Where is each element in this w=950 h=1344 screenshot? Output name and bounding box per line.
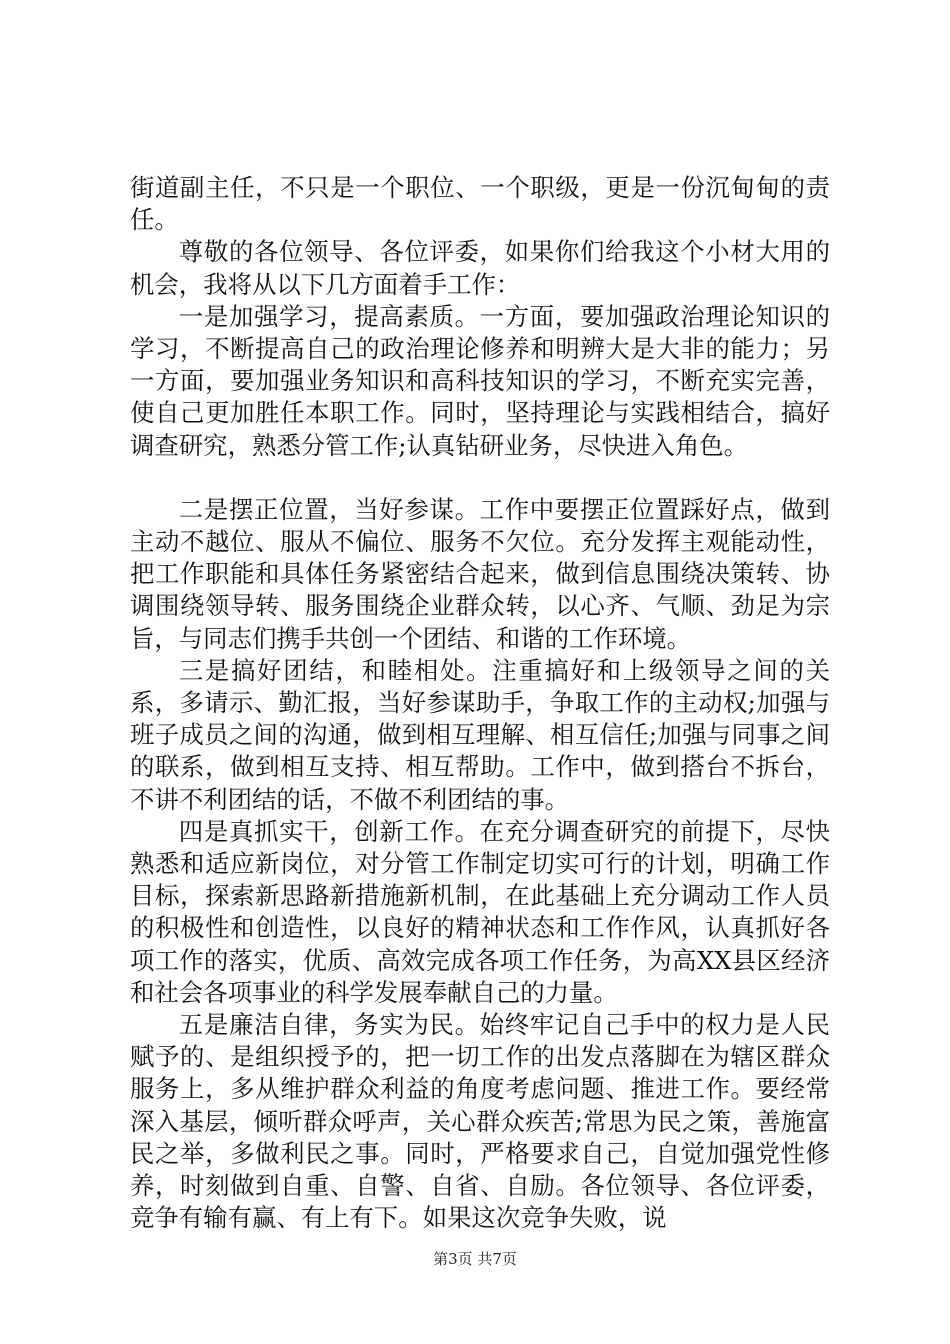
paragraph-greeting: 尊敬的各位领导、各位评委，如果你们给我这个小材大用的机会，我将从以下几方面着手工作： — [130, 237, 830, 299]
paragraph-point-4: 四是真抓实干，创新工作。在充分调查研究的前提下，尽快熟悉和适应新岗位，对分管工作制定切实可行的计划，明确工作目标，探索新思路新措施新机制，在此基础上充分调动工作人员的积极性和创造性，以良好的精神状态和工作作风，认真抓好各项工作的落实，优质、高效完成各项工作任务，为高XX县区经济和社会各项事业的科学发展奉献自己的力量。 — [130, 816, 830, 1007]
paragraph-point-1: 一是加强学习，提高素质。一方面，要加强政治理论知识的学习，不断提高自己的政治理论修养和明辨大是大非的能力；另一方面，要加强业务知识和高科技知识的学习，不断充实完善，使自己更加胜任本职工作。同时，坚持理论与实践相结合，搞好调查研究，熟悉分管工作;认真钻研业务，尽快进入角色。 — [130, 301, 830, 460]
document-body — [130, 172, 830, 1235]
paragraph-continuation: 街道副主任，不只是一个职位、一个职级，更是一份沉甸甸的责任。 — [130, 173, 830, 235]
page-number-footer: 第3页 共7页 — [433, 1250, 517, 1268]
paragraph-point-3: 三是搞好团结，和睦相处。注重搞好和上级领导之间的关系，多请示、勤汇报，当好参谋助手，争取工作的主动权;加强与班子成员之间的沟通，做到相互理解、相互信任;加强与同事之间的联系，做到相互支持、相互帮助。工作中，做到搭台不拆台，不讲不利团结的话，不做不利团结的事。 — [130, 655, 830, 814]
paragraph-point-2: 二是摆正位置，当好参谋。工作中要摆正位置踩好点，做到主动不越位、服从不偏位、服务不欠位。充分发挥主观能动性，把工作职能和具体任务紧密结合起来，做到信息围绕决策转、协调围绕领导转、服务围绕企业群众转，以心齐、气顺、劲足为宗旨，与同志们携手共创一个团结、和谐的工作环境。 — [130, 494, 830, 653]
paragraph-point-5: 五是廉洁自律，务实为民。始终牢记自己手中的权力是人民赋予的、是组织授予的，把一切工作的出发点落脚在为辖区群众服务上，多从维护群众利益的角度考虑问题、推进工作。要经常深入基层，倾听群众呼声，关心群众疾苦;常思为民之策，善施富民之举，多做利民之事。同时，严格要求自己，自觉加强党性修养，时刻做到自重、自警、自省、自励。各位领导、各位评委，竞争有输有赢、有上有下。如果这次竞争失败，说 — [130, 1010, 830, 1233]
